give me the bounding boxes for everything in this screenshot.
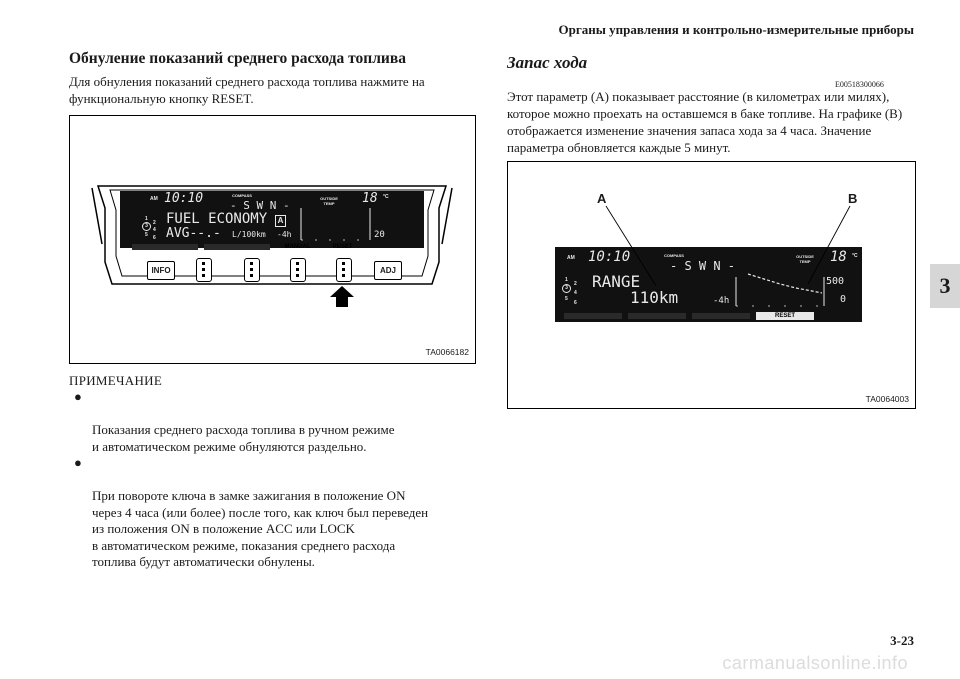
- gear-5: 5: [145, 232, 148, 238]
- outside-temp-label: OUTSIDE TEMP: [320, 196, 338, 206]
- compass-label: COMPASS: [664, 253, 684, 258]
- gear-3-selected: 3: [562, 284, 571, 293]
- bullet: ●: [74, 455, 82, 470]
- section-body-fuel-reset: Для обнуления показаний среднего расхода топлива нажмите на функциональную кнопку RESET.: [69, 74, 425, 106]
- gear-6: 6: [574, 300, 577, 306]
- note-list: [70, 389, 480, 571]
- page-number: 3-23: [890, 633, 914, 648]
- mode-badge: A: [275, 215, 286, 227]
- clock-display: 10:10: [164, 191, 204, 206]
- note-text: Показания среднего расхода топлива в ручном режиме и автоматическом режиме обнуляются раздельно.: [92, 422, 395, 454]
- figure-range-display: [507, 161, 916, 409]
- gear-5: 5: [565, 296, 568, 302]
- reset-soft-key[interactable]: RESET: [332, 244, 353, 250]
- arrow-up-icon: [70, 116, 475, 363]
- manual-soft-key[interactable]: MANUAL: [284, 244, 311, 250]
- clock-display: 10:10: [588, 249, 631, 265]
- temperature-display: 18: [830, 249, 847, 265]
- gear-4: 4: [153, 227, 156, 233]
- average-fuel-value: AVG--.-: [166, 226, 221, 241]
- fuel-unit: L/100km: [232, 230, 266, 239]
- graph-axis-bottom: 0: [840, 294, 847, 305]
- reset-soft-key[interactable]: RESET: [756, 312, 814, 320]
- compass-display: - S W N -: [230, 199, 290, 212]
- callout-leader-lines: [508, 162, 915, 408]
- am-indicator: AM: [567, 255, 575, 261]
- callout-a: A: [597, 191, 607, 206]
- section-title-range: Запас хода: [507, 53, 588, 72]
- figure-code: TA0064003: [865, 394, 909, 404]
- gear-3-selected: 3: [142, 222, 151, 231]
- watermark: carmanualsonline.info: [722, 653, 908, 673]
- chapter-tab: 3: [930, 264, 960, 308]
- outside-temp-label: OUTSIDE TEMP: [796, 254, 814, 264]
- callout-b: B: [848, 191, 858, 206]
- compass-label: COMPASS: [232, 193, 252, 198]
- section-title-fuel-reset: Обнуление показаний среднего расхода топлива: [69, 50, 406, 67]
- adj-button[interactable]: ADJ: [374, 261, 402, 280]
- graph-axis-left: -4h: [713, 296, 730, 306]
- bullet: ●: [74, 389, 82, 404]
- gear-2: 2: [574, 281, 577, 287]
- gear-1: 1: [145, 216, 148, 222]
- note-item: [70, 389, 480, 455]
- figure-code: TA0066182: [425, 347, 469, 357]
- running-header: Органы управления и контрольно-измерительные приборы: [558, 22, 914, 37]
- gear-4: 4: [574, 290, 577, 296]
- range-title: RANGE: [592, 272, 641, 291]
- am-indicator: AM: [150, 196, 158, 202]
- note-text: При повороте ключа в замке зажигания в положение ON через 4 часа (или более) после того, как ключ был переведен из положения ON в положение ACC или LOCK в автоматическом режиме, показания среднего расхода топлива будут автоматически обнулены.: [92, 488, 429, 569]
- section-code: E00518300066: [835, 80, 884, 89]
- compass-display: - S W N -: [670, 259, 736, 273]
- info-button[interactable]: INFO: [147, 261, 175, 280]
- section-body-range: Этот параметр (А) показывает расстояние (в километрах или милях), которое можно проехать на оставшемся в баке топливе. На графике (В) отображается изменение значения запаса хода за 4 часа. Значение параметра обновляется каждые 5 минут.: [507, 89, 903, 155]
- gear-1: 1: [565, 277, 568, 283]
- note-label: ПРИМЕЧАНИЕ: [69, 373, 163, 388]
- temperature-display: 18: [362, 191, 378, 206]
- temperature-unit: °C: [383, 194, 389, 200]
- temperature-unit: °C: [852, 253, 858, 259]
- gear-2: 2: [153, 220, 156, 226]
- graph-axis-top: 500: [826, 276, 845, 287]
- figure-fuel-economy-display: [69, 115, 476, 364]
- fuel-economy-title: FUEL ECONOMY: [166, 211, 268, 227]
- note-item: [70, 455, 480, 571]
- gear-6: 6: [153, 235, 156, 241]
- graph-axis-left: -4h: [277, 230, 292, 239]
- graph-axis-right: 20: [374, 230, 385, 240]
- range-value: 110km: [630, 288, 679, 307]
